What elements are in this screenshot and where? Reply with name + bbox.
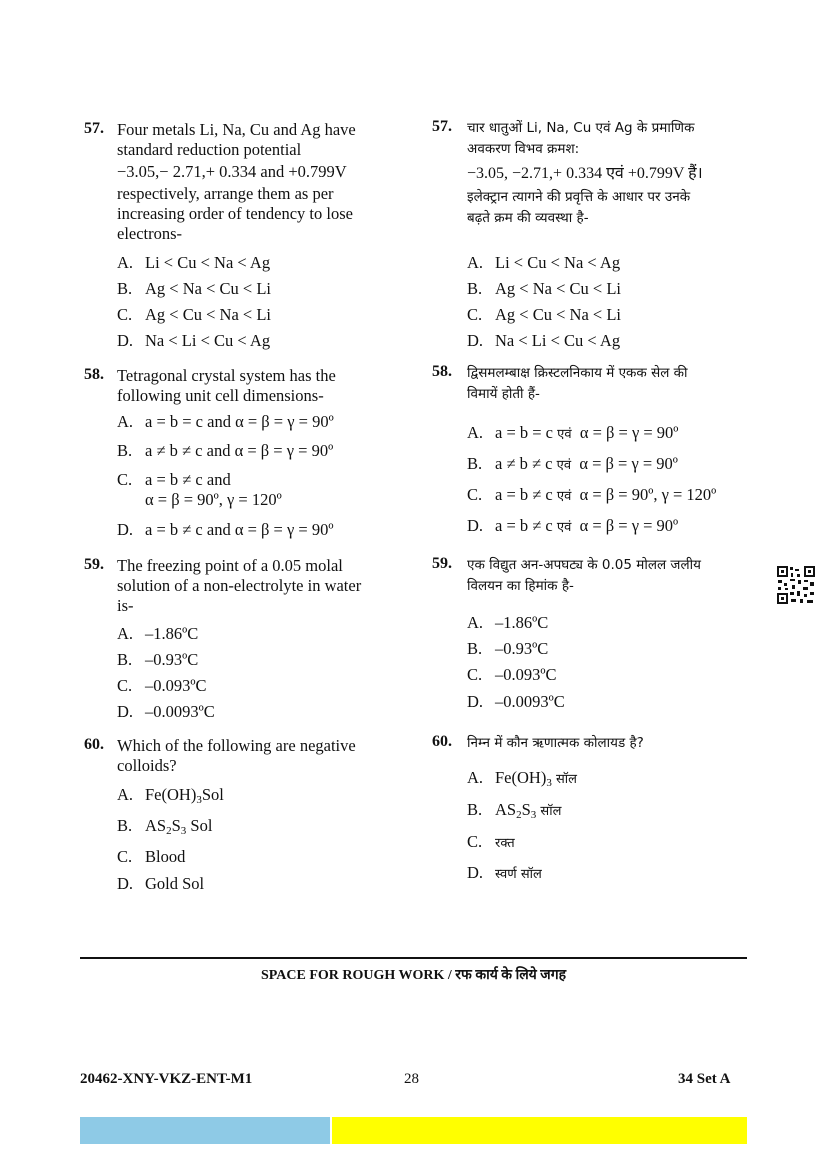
set-label: 34 Set A (678, 1071, 731, 1087)
question-number: 57. (84, 120, 104, 137)
footer-code: 20462-XNY-VKZ-ENT-M1 (80, 1071, 253, 1087)
page-number: 28 (404, 1071, 419, 1087)
question-text: Four metals Li, Na, Cu and Ag have standard reduction potential −3.05,− 2.71,+ 0.334 and +0.799V respectively, arrange them as per increasing order of tendency to lose electrons- (117, 120, 356, 243)
question-number: 60. (84, 736, 104, 753)
option-a[interactable]: A. –1.86ºC (467, 613, 549, 632)
color-bar-left (80, 1117, 330, 1144)
option-b[interactable]: B. –0.93ºC (117, 650, 199, 669)
option-d[interactable]: D. Na < Li < Cu < Ag (117, 331, 271, 350)
option-c[interactable]: C. Ag < Cu < Na < Li (117, 305, 271, 324)
option-c[interactable]: C. a = b ≠ c एवं α = β = 90º, γ = 120º (467, 485, 717, 504)
question-text: Tetragonal crystal system has the following unit cell dimensions- (117, 366, 336, 405)
option-d[interactable]: D. Na < Li < Cu < Ag (467, 331, 621, 350)
option-c-continued: α = β = 90º, γ = 120º (145, 490, 282, 509)
option-d[interactable]: D. Gold Sol (117, 874, 205, 893)
question-number: 60. (432, 733, 452, 750)
question-text: एक विद्युत अन-अपघट्य के 0.05 मोलल जलीय विलयन का हिमांक है- (467, 557, 701, 594)
option-c[interactable]: C. रक्त (467, 832, 515, 851)
question-number: 58. (432, 363, 452, 380)
option-a[interactable]: A. $Fe(OH)_3Sol$ (117, 785, 224, 806)
option-b[interactable]: B. Ag < Na < Cu < Li (117, 279, 271, 298)
option-b[interactable]: B. a ≠ b ≠ c and α = β = γ = 90º (117, 441, 334, 460)
divider (80, 957, 747, 959)
option-a[interactable]: A. Li < Cu < Na < Ag (117, 253, 271, 272)
qr-code-icon (776, 565, 816, 605)
question-number: 59. (432, 555, 452, 572)
question-text: Which of the following are negative colloids? (117, 736, 356, 775)
option-d[interactable]: D. a = b ≠ c and α = β = γ = 90º (117, 520, 334, 539)
question-text: द्विसमलम्बाक्ष क्रिस्टलनिकाय में एकक सेल की विमायें होती हैं- (467, 365, 688, 402)
option-a[interactable]: A. a = b = c and α = β = γ = 90º (117, 412, 334, 431)
option-d[interactable]: D. स्वर्ण सॉल (467, 863, 542, 882)
question-number: 59. (84, 556, 104, 573)
option-c[interactable]: C. –0.093ºC (117, 676, 207, 695)
rough-work-label: SPACE FOR ROUGH WORK / रफ कार्य के लिये जगह (260, 968, 567, 983)
option-a[interactable]: A. a = b = c एवं α = β = γ = 90º (467, 423, 679, 442)
option-c[interactable]: C. –0.093ºC (467, 665, 557, 684)
option-a[interactable]: A. Li < Cu < Na < Ag (467, 253, 621, 272)
option-b[interactable]: B. a ≠ b ≠ c एवं α = β = γ = 90º (467, 454, 678, 473)
option-b[interactable]: B. $AS_2S_3$ Sol (117, 816, 213, 837)
option-a[interactable]: A. –1.86ºC (117, 624, 199, 643)
option-d[interactable]: D. a = b ≠ c एवं α = β = γ = 90º (467, 516, 679, 535)
option-a[interactable]: A. $Fe(OH)_3$ सॉल (467, 768, 577, 789)
option-d[interactable]: D. –0.0093ºC (117, 702, 215, 721)
option-d[interactable]: D. –0.0093ºC (467, 692, 565, 711)
question-number: 57. (432, 118, 452, 135)
option-c[interactable]: C. Ag < Cu < Na < Li (467, 305, 621, 324)
question-text: The freezing point of a 0.05 molal solution of a non-electrolyte in water is- (117, 556, 362, 615)
option-b[interactable]: B. –0.93ºC (467, 639, 549, 658)
option-b[interactable]: B. $AS_2S_3$ सॉल (467, 800, 562, 821)
question-text: निम्न में कौन ऋणात्मक कोलायड है? (467, 735, 644, 751)
question-number: 58. (84, 366, 104, 383)
color-bar-right (332, 1117, 747, 1144)
option-c[interactable]: C. a = b ≠ c and (117, 470, 231, 489)
option-c[interactable]: C. Blood (117, 847, 186, 866)
question-text: चार धातुओं Li, Na, Cu एवं Ag के प्रमाणिक अवकरण विभव क्रमश: −3.05, −2.71,+ 0.334 एवं +0.799V हैं। इलेक्ट्रान त्यागने की प्रवृत्ति के आधार पर उनके बढ़ते क्रम की व्यवस्था है- (467, 120, 703, 226)
option-b[interactable]: B. Ag < Na < Cu < Li (467, 279, 621, 298)
